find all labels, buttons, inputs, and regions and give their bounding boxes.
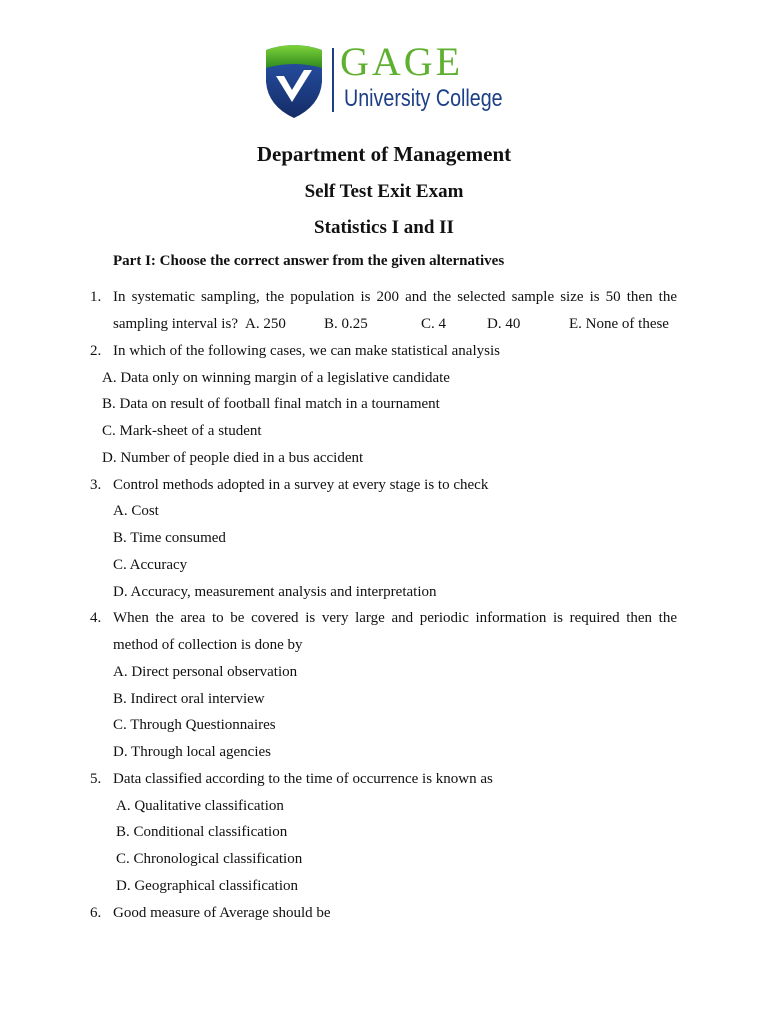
option-d: D. Geographical classification bbox=[116, 878, 299, 894]
question-text: Control methods adopted in a survey at every stage is to check bbox=[113, 477, 489, 493]
question-text-continued: method of collection is done by bbox=[113, 637, 303, 653]
option-a: A. Data only on winning margin of a legislative candidate bbox=[102, 370, 450, 386]
question-text: Data classified according to the time of occurrence is known as bbox=[113, 771, 493, 787]
question-number: 5. bbox=[90, 771, 102, 787]
question-text: In systematic sampling, the population is 200 and the selected sample size is 50 then the bbox=[113, 289, 677, 305]
option-c: C. Mark-sheet of a student bbox=[102, 423, 262, 439]
option-c: C. Chronological classification bbox=[116, 851, 303, 867]
option-c: C. Through Questionnaires bbox=[113, 717, 276, 733]
question-text: In which of the following cases, we can make statistical analysis bbox=[113, 343, 500, 359]
option-d: D. Accuracy, measurement analysis and interpretation bbox=[113, 584, 437, 600]
department-title: Department of Management bbox=[256, 142, 512, 166]
question-number: 2. bbox=[90, 343, 102, 359]
option-b: B. 0.25 bbox=[324, 316, 368, 332]
option-b: B. Indirect oral interview bbox=[113, 691, 265, 707]
option-a: A. Cost bbox=[113, 503, 159, 519]
option-a: A. Direct personal observation bbox=[113, 664, 298, 680]
question-number: 1. bbox=[90, 289, 102, 305]
option-d: D. 40 bbox=[487, 316, 521, 332]
logo-subtitle: University College bbox=[344, 85, 503, 112]
exam-title: Self Test Exit Exam bbox=[304, 181, 464, 202]
course-title: Statistics I and II bbox=[314, 217, 454, 238]
option-b: B. Conditional classification bbox=[116, 824, 288, 840]
question-text-continued: sampling interval is? bbox=[113, 316, 238, 332]
option-c: C. 4 bbox=[421, 316, 447, 332]
question-number: 6. bbox=[90, 905, 102, 921]
college-logo bbox=[262, 39, 512, 122]
option-b: B. Data on result of football final match in a tournament bbox=[102, 396, 440, 412]
part-heading: Part I: Choose the correct answer from the given alternatives bbox=[113, 253, 505, 269]
logo-wordmark: GAGE bbox=[340, 39, 464, 84]
option-e: E. None of these bbox=[569, 316, 669, 332]
option-a: A. Qualitative classification bbox=[116, 798, 284, 814]
option-c: C. Accuracy bbox=[113, 557, 188, 573]
question-number: 4. bbox=[90, 610, 102, 626]
logo-divider bbox=[332, 48, 334, 112]
question-text: When the area to be covered is very large and periodic information is required then the bbox=[113, 610, 677, 626]
option-d: D. Number of people died in a bus accident bbox=[102, 450, 364, 466]
option-a: A. 250 bbox=[245, 316, 286, 332]
option-d: D. Through local agencies bbox=[113, 744, 272, 760]
question-text: Good measure of Average should be bbox=[113, 905, 331, 921]
option-b: B. Time consumed bbox=[113, 530, 226, 546]
shield-check-icon bbox=[262, 42, 326, 122]
question-number: 3. bbox=[90, 477, 102, 493]
